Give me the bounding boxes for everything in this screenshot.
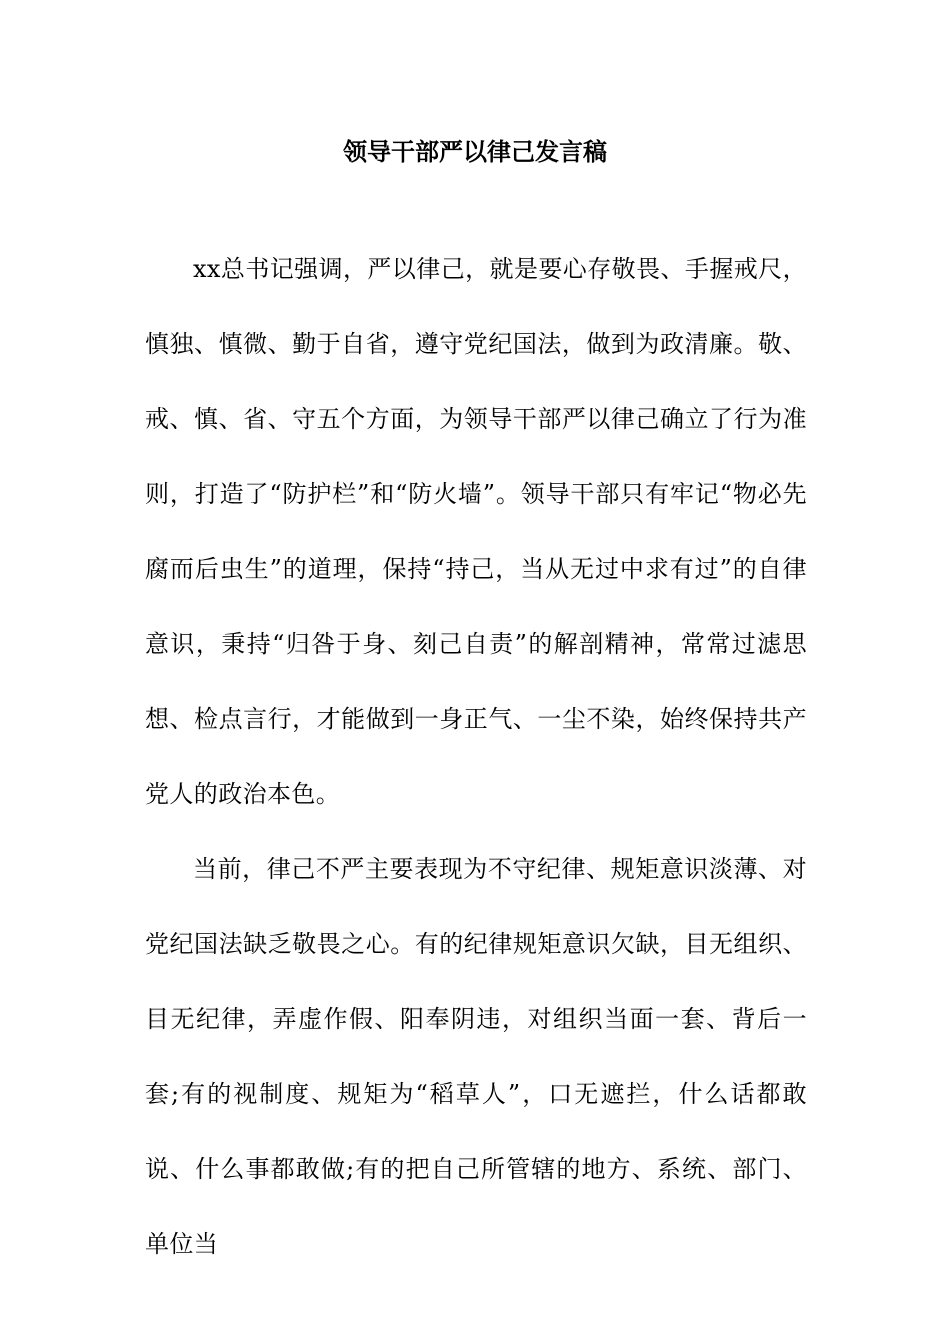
- document-title: 领导干部严以律己发言稿: [343, 138, 607, 166]
- paragraph-1: xx总书记强调，严以律己，就是要心存敬畏、手握戒尺，慎独、慎微、勤于自省，遵守党纪国法，做到为政清廉。敬、戒、慎、省、守五个方面，为领导干部严以律己确立了行为准则，打造了“防护栏”和“防火墙”。领导干部只有牢记“物必先腐而后虫生”的道理，保持“持己，当从无过中求有过”的自律意识，秉持“归咎于身、刻己自责”的解剖精神，常常过滤思想、检点言行，才能做到一身正气、一尘不染，始终保持共产党人的政治本色。: [145, 255, 807, 808]
- document-body: [145, 232, 807, 1282]
- paragraph-2: 当前，律己不严主要表现为不守纪律、规矩意识淡薄、对党纪国法缺乏敬畏之心。有的纪律规矩意识欠缺，目无组织、目无纪律，弄虚作假、阳奉阴违，对组织当面一套、背后一套;有的视制度、规矩为“稻草人”，口无遮拦，什么话都敢说、什么事都敢做;有的把自己所管辖的地方、系统、部门、单位当: [145, 855, 807, 1258]
